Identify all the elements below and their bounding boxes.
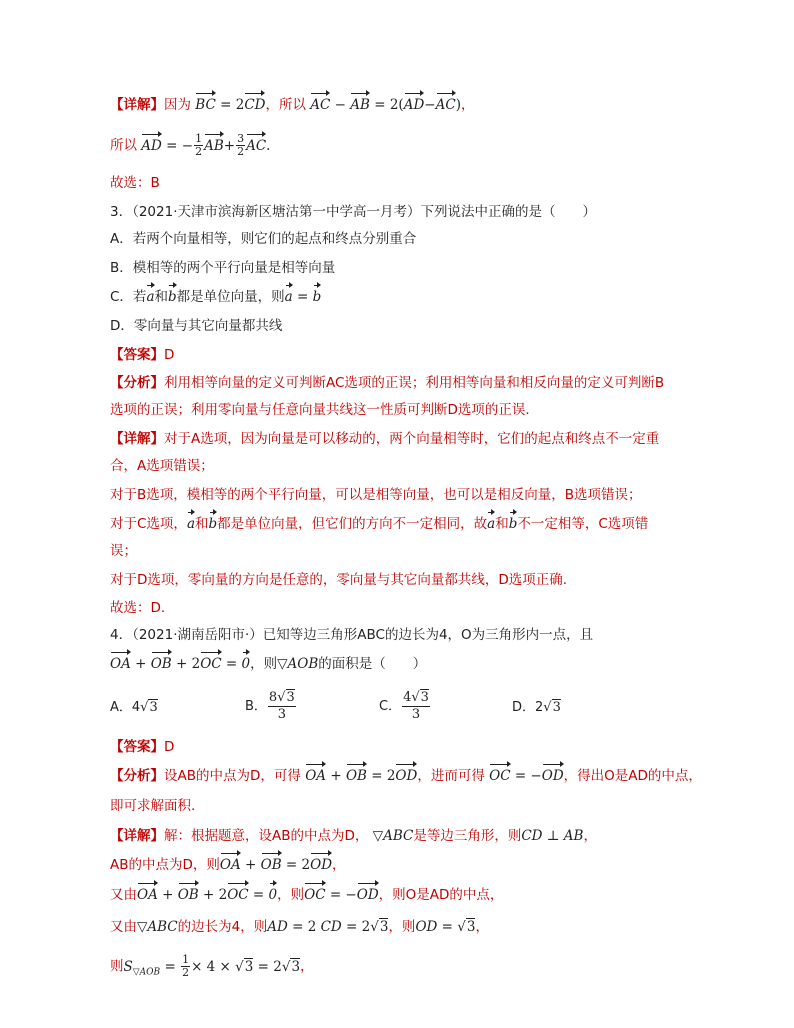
q4-analysis-1: 【分析】设AB的中点为D，可得 OA + OB = 2OD，进而可得 OC = −OD，得出O是AD的中点， <box>110 768 702 784</box>
text: ，则O是AD的中点， <box>378 887 504 903</box>
text: D．2 <box>512 700 544 715</box>
q3-option-c: C．若a和b都是单位向量，则a = b <box>110 289 322 305</box>
text: ， <box>460 97 475 113</box>
text: D <box>164 347 175 363</box>
text: C． <box>379 699 402 714</box>
text: 设AB的中点为D，可得 <box>164 768 301 784</box>
q3-option-d: D．零向量与其它向量都共线 <box>110 318 283 334</box>
text: 因为 <box>164 97 191 113</box>
text: 都是单位向量，但它们的方向不一定相同，故 <box>217 516 488 532</box>
text: 【分析】 <box>110 375 164 391</box>
q3-analysis-1 <box>110 373 664 393</box>
text: 则 <box>110 958 124 975</box>
text: ，则 <box>250 656 278 672</box>
text: 的面积是（ ） <box>318 656 427 672</box>
q3-option-b: B．模相等的两个平行向量是相等向量 <box>110 260 336 276</box>
q4-detail-5: 则$S_{▽AOB}$ = $\frac{1}{2}$ × 4 × √3 = 2√3， <box>110 953 314 979</box>
text: C．若 <box>110 289 147 305</box>
q4-stem-2: OA + OB + 2OC = 0，则▽AOB的面积是（ ） <box>110 656 427 672</box>
q3-analysis-2: 选项的正误；利用零向量与任意向量共线这一性质可判断D选项的正误. <box>110 402 530 418</box>
text: 【详解】 <box>110 828 164 844</box>
q2-choice: 故选：B <box>110 175 160 191</box>
detail-tag: 【详解】 <box>110 97 164 113</box>
q4-detail-3: 又由OA + OB + 2OC = 0，则OC = −OD，则O是AD的中点， <box>110 887 504 903</box>
q4-detail-2: AB的中点为D，则OA + OB = 2OD， <box>110 857 346 873</box>
text: ，所以 <box>265 97 306 113</box>
text: 【详解】 <box>110 431 164 447</box>
text: ， <box>583 828 597 844</box>
q4-answer <box>110 737 174 757</box>
q4-option-d: D．2√3 <box>512 700 561 715</box>
q4-stem-1: 4．（2021·湖南岳阳市·）已知等边三角形ABC的边长为4，O为三角形内一点，且 <box>110 627 594 643</box>
q2-detail-line1: 【详解】因为 BC = 2CD，所以 AC − AB = 2(AD−AC)， <box>110 97 475 113</box>
q3-detail-1 <box>110 429 659 449</box>
text: 和 <box>195 516 209 532</box>
q4-analysis-2: 即可求解面积. <box>110 798 196 814</box>
text: ，则 <box>277 887 305 903</box>
q3-detail-5: 误； <box>110 543 137 559</box>
text: 【答案】 <box>110 739 164 755</box>
q3-option-a: A．若两个向量相等，则它们的起点和终点分别重合 <box>110 231 417 247</box>
q4-detail-4: 又由▽ABC的边长为4，则AD = 2 CD = 2√3，则OD = √3， <box>110 919 489 935</box>
q2-detail-line2: 所以 AD = − $\frac{1}{2}$ AB+ $\frac{3}{2}$ AC. <box>110 132 271 158</box>
q4-option-b: B． $\frac{8√3}{3}$ <box>245 690 295 722</box>
text: A．4 <box>110 700 141 715</box>
text: ， <box>475 919 489 935</box>
text: D <box>164 739 175 755</box>
text: 又由 <box>110 919 137 935</box>
text: 【分析】 <box>110 768 164 784</box>
text: AOB <box>287 656 319 672</box>
text: 和 <box>495 516 509 532</box>
text: 利用相等向量的定义可判断AC选项的正误；利用相等向量和相反向量的定义可判断B <box>164 375 665 391</box>
q4-detail-1: 【详解】解：根据题意，设AB的中点为D， ▽ABC是等边三角形，则CD ⊥ AB， <box>110 828 597 844</box>
q3-answer <box>110 345 174 365</box>
q3-stem: 3．（2021·天津市滨海新区塘沽第一中学高一月考）下列说法中正确的是（ ） <box>110 204 596 220</box>
text: ，则 <box>388 919 416 935</box>
q4-option-c: C． $\frac{4√3}{3}$ <box>379 690 429 722</box>
text: 都是单位向量，则 <box>176 289 285 305</box>
q3-detail-4: 对于C选项，a和b都是单位向量，但它们的方向不一定相同，故a和b不一定相等，C选项错 <box>110 516 649 532</box>
text: 对于A选项，因为向量是可以移动的，两个向量相等时，它们的起点和终点不一定重 <box>164 431 660 447</box>
text: 对于C选项， <box>110 516 187 532</box>
text: 所以 <box>110 137 137 154</box>
q4-option-a: A．4√3 <box>110 700 158 715</box>
text: 不一定相等，C选项错 <box>517 516 649 532</box>
q3-detail-2: 合，A选项错误； <box>110 458 214 474</box>
text: 又由 <box>110 887 137 903</box>
text: 是等边三角形，则 <box>413 828 522 844</box>
text: 和 <box>154 289 168 305</box>
text: ，得出O是AD的中点， <box>563 768 702 784</box>
text: 【答案】 <box>110 347 164 363</box>
q3-detail-3: 对于B选项，模相等的两个平行向量，可以是相等向量，也可以是相反向量，B选项错误； <box>110 487 642 503</box>
text: ， <box>332 857 346 873</box>
q3-detail-6: 对于D选项，零向量的方向是任意的，零向量与其它向量都共线，D选项正确. <box>110 572 568 588</box>
text: AB的中点为D，则 <box>110 857 220 873</box>
text: ，进而可得 <box>417 768 485 784</box>
text: B． <box>245 699 267 714</box>
text: 的边长为4，则 <box>177 919 268 935</box>
text: 解：根据题意，设AB的中点为D， <box>164 828 369 844</box>
q3-choice: 故选：D. <box>110 600 166 616</box>
